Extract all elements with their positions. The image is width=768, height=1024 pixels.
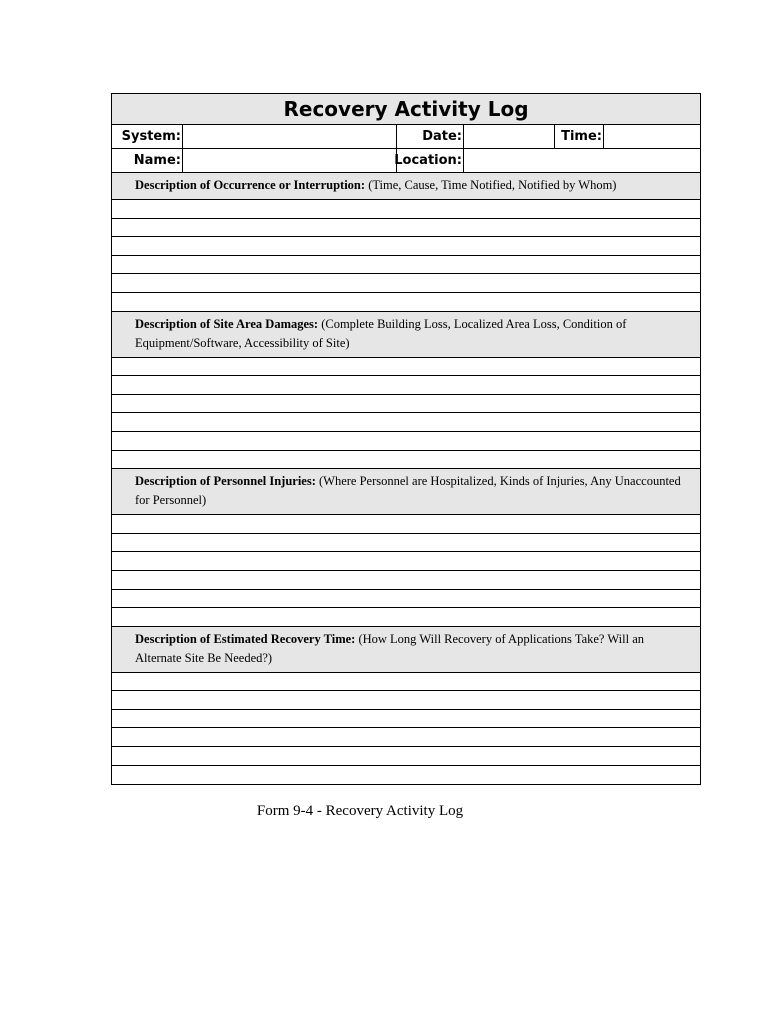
write-in-line[interactable] — [112, 256, 700, 275]
time-field[interactable] — [604, 125, 700, 148]
write-in-line[interactable] — [112, 747, 700, 766]
write-in-line[interactable] — [112, 691, 700, 710]
write-in-line[interactable] — [112, 728, 700, 747]
name-label: Name: — [112, 149, 183, 172]
write-in-line[interactable] — [112, 673, 700, 692]
section-recovery-time-lines — [112, 673, 700, 785]
section-detail: (Time, Cause, Time Notified, Notified by Whom) — [365, 178, 617, 192]
section-personnel-injuries-lines — [112, 515, 700, 627]
system-label: System: — [112, 125, 183, 148]
write-in-line[interactable] — [112, 376, 700, 395]
write-in-line[interactable] — [112, 413, 700, 432]
section-detail: (Where Personnel are Hospitalized, Kinds of Injuries, Any Unaccounted for Personnel) — [135, 474, 681, 508]
field-row-name-location — [112, 149, 700, 173]
recovery-activity-log-form — [111, 93, 701, 785]
write-in-line[interactable] — [112, 710, 700, 729]
write-in-line[interactable] — [112, 534, 700, 553]
section-site-damages-lines — [112, 358, 700, 470]
write-in-line[interactable] — [112, 432, 700, 451]
field-row-system-date-time — [112, 125, 700, 149]
section-detail: (How Long Will Recovery of Applications Take? Will an Alternate Site Be Needed?) — [135, 631, 645, 665]
write-in-line[interactable] — [112, 395, 700, 414]
write-in-line[interactable] — [112, 200, 700, 219]
date-label: Date: — [397, 125, 464, 148]
location-label: Location: — [397, 149, 464, 172]
write-in-line[interactable] — [112, 571, 700, 590]
location-field[interactable] — [464, 149, 700, 172]
section-heading: Description of Site Area Damages: — [135, 316, 319, 331]
section-heading: Description of Occurrence or Interruption: — [135, 178, 366, 192]
date-field[interactable] — [464, 125, 555, 148]
system-field[interactable] — [183, 125, 397, 148]
section-recovery-time-heading — [112, 627, 700, 673]
form-caption: Form 9-4 - Recovery Activity Log — [256, 803, 464, 819]
write-in-line[interactable] — [112, 358, 700, 377]
time-label: Time: — [555, 125, 604, 148]
section-heading: Description of Estimated Recovery Time: — [135, 631, 356, 646]
name-field[interactable] — [183, 149, 397, 172]
section-occurrence-lines — [112, 200, 700, 312]
form-title: Recovery Activity Log — [112, 94, 700, 125]
write-in-line[interactable] — [112, 237, 700, 256]
section-site-damages-heading — [112, 312, 700, 358]
section-occurrence-heading — [112, 173, 700, 200]
section-heading: Description of Personnel Injuries: — [135, 474, 316, 489]
section-personnel-injuries-heading — [112, 469, 700, 515]
write-in-line[interactable] — [112, 590, 700, 609]
write-in-line[interactable] — [112, 219, 700, 238]
write-in-line[interactable] — [112, 293, 700, 312]
section-detail: (Complete Building Loss, Localized Area Loss, Condition of Equipment/Software, Accessibility of Site) — [135, 316, 627, 350]
write-in-line[interactable] — [112, 451, 700, 470]
write-in-line[interactable] — [112, 274, 700, 293]
write-in-line[interactable] — [112, 766, 700, 785]
write-in-line[interactable] — [112, 515, 700, 534]
write-in-line[interactable] — [112, 608, 700, 627]
write-in-line[interactable] — [112, 552, 700, 571]
